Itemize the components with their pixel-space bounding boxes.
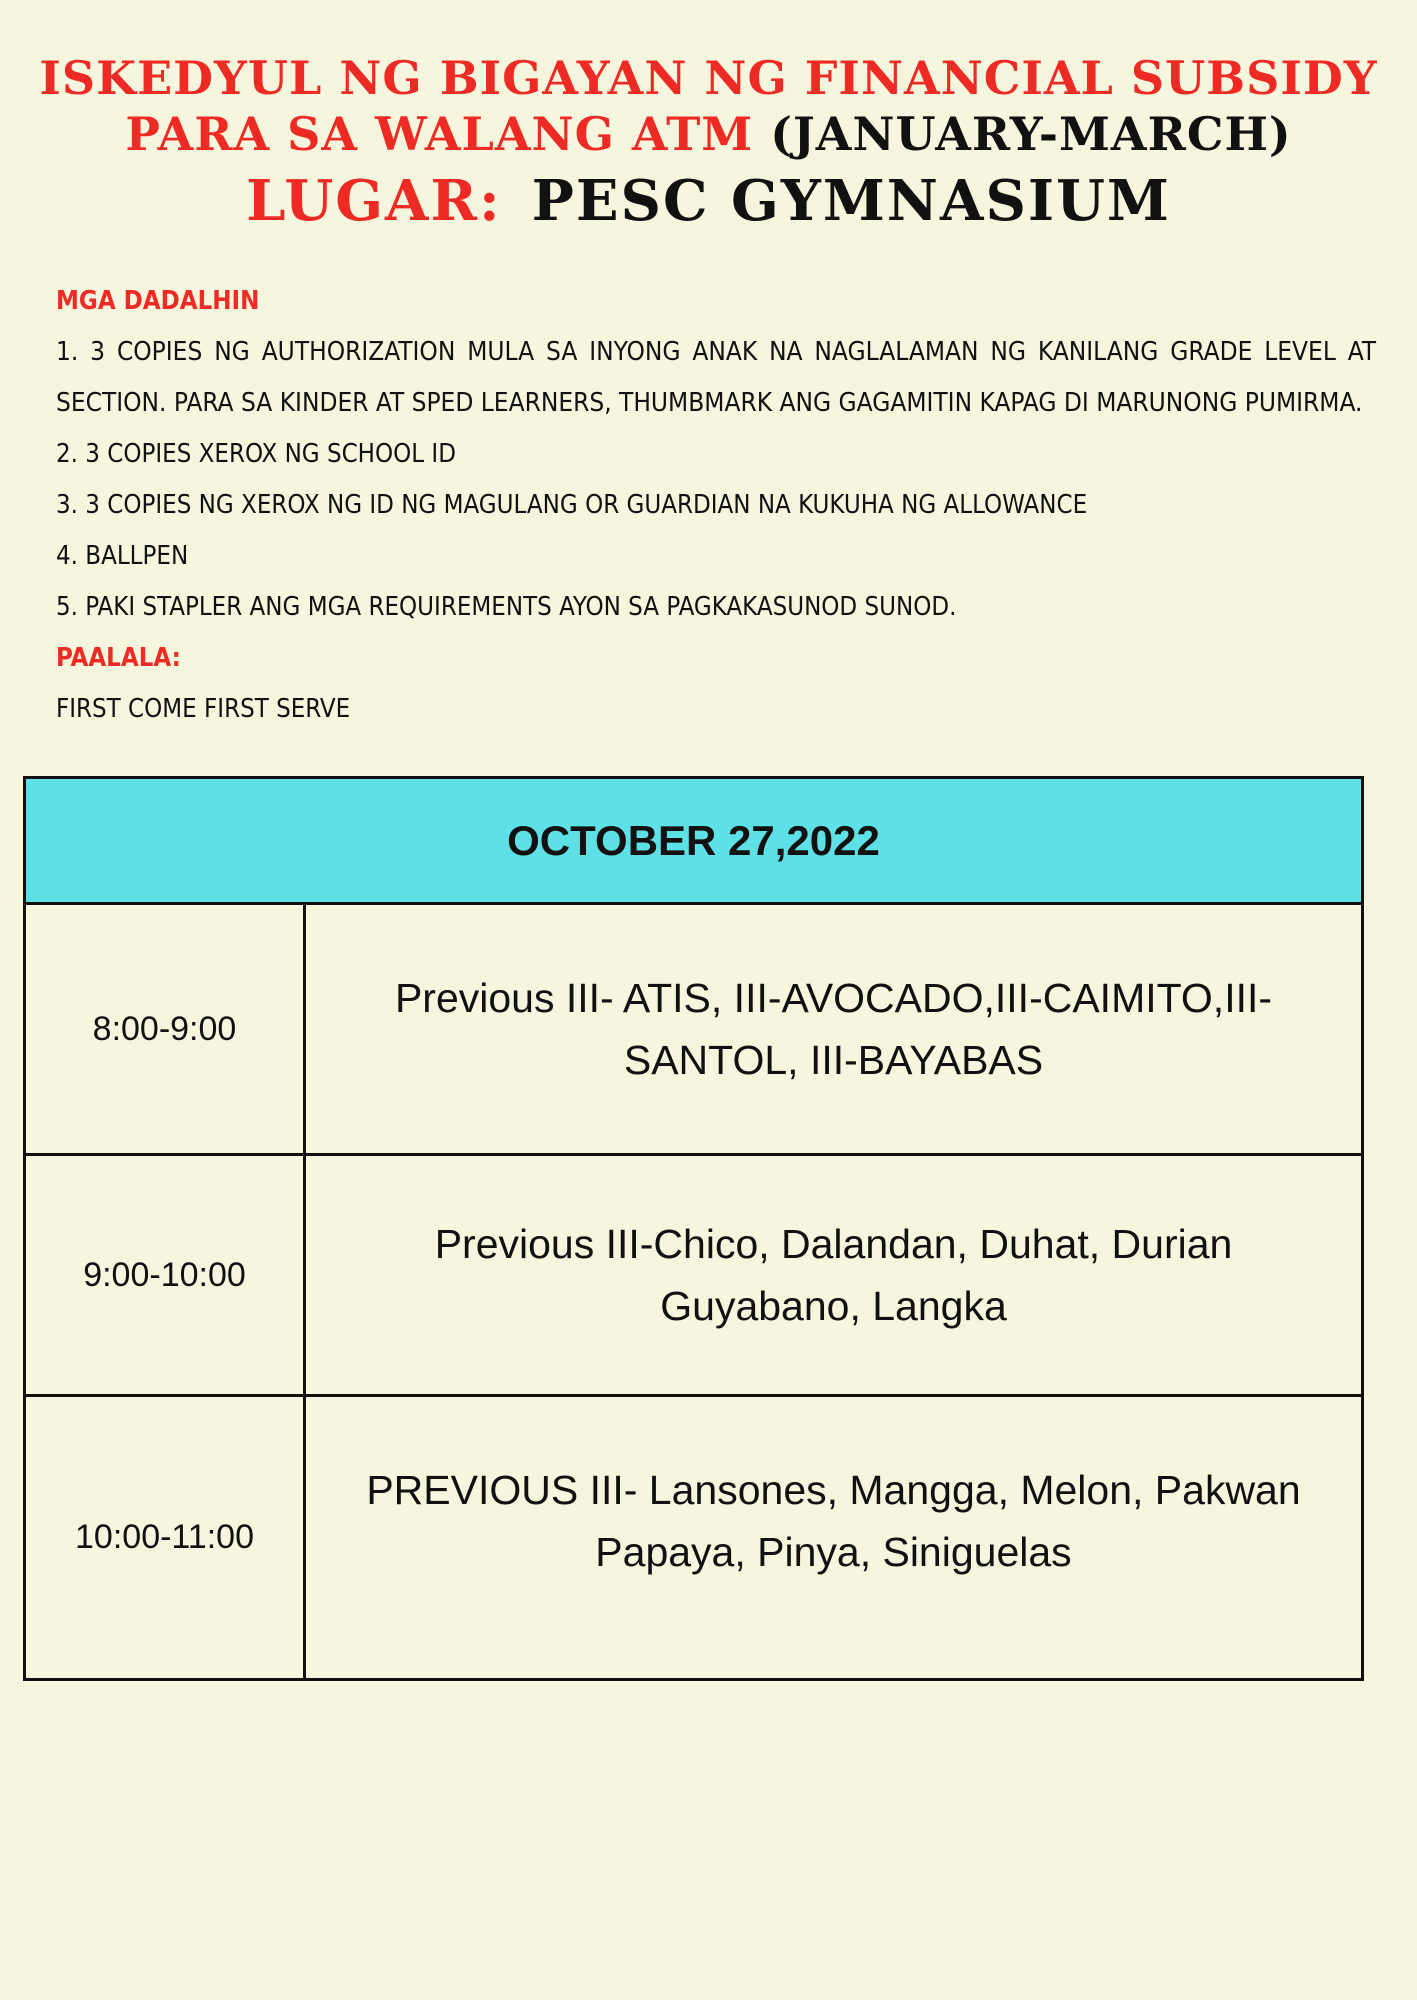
schedule-row	[26, 905, 1361, 1156]
requirement-item-5: 5. PAKI STAPLER ANG MGA REQUIREMENTS AYON SA PAGKAKASUNOD SUNOD.	[56, 592, 957, 622]
time-slot: 8:00-9:00	[26, 905, 306, 1153]
schedule-row	[26, 1397, 1361, 1678]
time-slot: 10:00-11:00	[26, 1397, 306, 1678]
time-slot: 9:00-10:00	[26, 1156, 306, 1394]
schedule-date: OCTOBER 27,2022	[26, 779, 1361, 905]
sections-line-1: Previous III- ATIS, III-AVOCADO,III-CAIMITO,III-	[394, 975, 1273, 1021]
requirement-item-3: 3. 3 COPIES NG XEROX NG ID NG MAGULANG OR GUARDIAN NA KUKUHA NG ALLOWANCE	[56, 490, 1088, 520]
title-line-2-period: (JANUARY-MARCH)	[770, 107, 1292, 161]
poster-title	[0, 50, 1417, 236]
sections-line-1: Previous III-Chico, Dalandan, Duhat, Durian	[434, 1221, 1233, 1267]
title-line-2-red: PARA SA WALANG ATM	[125, 107, 754, 161]
requirement-item-2: 2. 3 COPIES XEROX NG SCHOOL ID	[56, 439, 456, 469]
schedule-table	[23, 776, 1364, 1681]
venue-value: PESC GYMNASIUM	[531, 168, 1171, 234]
requirements-section	[56, 276, 1376, 735]
venue-line	[0, 166, 1417, 236]
schedule-row	[26, 1156, 1361, 1397]
requirement-item-4: 4. BALLPEN	[56, 541, 189, 571]
venue-label: LUGAR:	[246, 168, 502, 234]
sections-line-2: Guyabano, Langka	[660, 1283, 1007, 1329]
reminder-text: FIRST COME FIRST SERVE	[56, 694, 351, 724]
sections-line-1: PREVIOUS III- Lansones, Mangga, Melon, Pakwan	[366, 1466, 1301, 1513]
title-line-2	[0, 106, 1417, 162]
requirement-item-1: 1. 3 COPIES NG AUTHORIZATION MULA SA INYONG ANAK NA NAGLALAMAN NG KANILANG GRADE LEVEL AT SECTION. PARA SA KINDER AT SPED LEARNERS, THUMBMARK ANG GAGAMITIN KAPAG DI MARUNONG PUMIRMA.	[56, 337, 1376, 418]
requirements-heading: MGA DADALHIN	[56, 286, 260, 316]
sections-line-2: SANTOL, III-BAYABAS	[623, 1037, 1044, 1083]
title-line-1: ISKEDYUL NG BIGAYAN NG FINANCIAL SUBSIDY	[39, 51, 1378, 105]
reminder-heading: PAALALA:	[56, 643, 181, 673]
sections-cell	[306, 905, 1361, 1153]
sections-cell	[306, 1156, 1361, 1394]
sections-cell	[306, 1397, 1361, 1678]
sections-line-2: Papaya, Pinya, Siniguelas	[595, 1528, 1072, 1575]
